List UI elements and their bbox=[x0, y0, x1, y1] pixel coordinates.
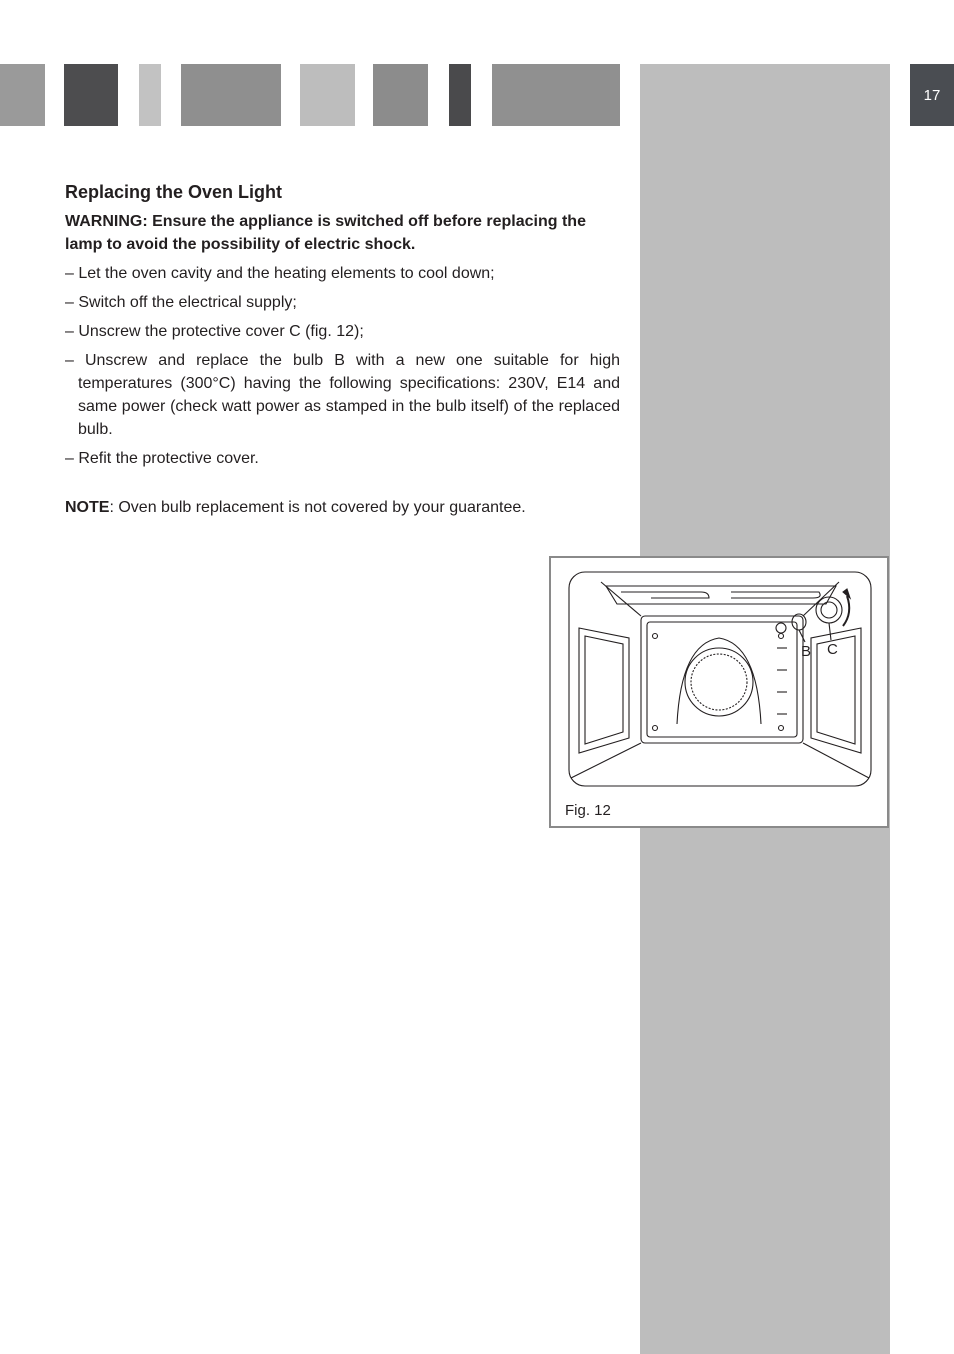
warning-text: WARNING: Ensure the appliance is switched off before replacing the lamp to avoid the possibility of electric shock. bbox=[65, 213, 586, 253]
header-band-8 bbox=[492, 64, 620, 126]
side-panel-left bbox=[579, 628, 629, 753]
grill-element bbox=[606, 586, 836, 604]
fan-surround bbox=[677, 638, 761, 724]
step-item: – Let the oven cavity and the heating elements to cool down; bbox=[65, 265, 495, 282]
oven-cavity-illustration bbox=[551, 558, 887, 798]
step-item: – Unscrew the protective cover C (fig. 12); bbox=[65, 323, 364, 340]
header-band-2 bbox=[64, 64, 118, 126]
protective-cover-c bbox=[816, 597, 842, 623]
page-number-text: 17 bbox=[923, 86, 941, 104]
steps-list bbox=[65, 262, 620, 470]
lamp-socket bbox=[776, 623, 786, 633]
rotation-arrow bbox=[843, 596, 849, 626]
figure-12 bbox=[549, 556, 889, 828]
label-b: B bbox=[801, 643, 812, 660]
perspective-line bbox=[803, 743, 869, 778]
screw bbox=[779, 726, 784, 731]
section-title: Replacing the Oven Light bbox=[65, 182, 283, 202]
screw bbox=[653, 634, 658, 639]
back-wall-inner bbox=[647, 622, 797, 737]
protective-cover-c-inner bbox=[821, 602, 837, 618]
header-band-1 bbox=[0, 64, 45, 126]
step-item: – Refit the protective cover. bbox=[65, 450, 259, 467]
step-item: – Switch off the electrical supply; bbox=[65, 294, 297, 311]
side-panel-left-inner bbox=[585, 636, 623, 744]
screw bbox=[779, 634, 784, 639]
leader-line-c bbox=[829, 623, 831, 640]
main-content bbox=[65, 180, 620, 535]
note-text: : Oven bulb replacement is not covered by your guarantee. bbox=[109, 499, 526, 516]
note-label: NOTE bbox=[65, 499, 110, 516]
page-number bbox=[910, 64, 954, 126]
header-band-3 bbox=[139, 64, 161, 126]
perspective-line bbox=[571, 743, 641, 778]
header-band-7 bbox=[449, 64, 471, 126]
step-item: – Unscrew and replace the bulb B with a new one suitable for high temperatures (300°C) having the following specifications: 230V, E14 and same power (check watt power as stamped in the bulb itself) of the replaced bulb. bbox=[65, 352, 620, 438]
grill-element-coil bbox=[621, 592, 820, 598]
header-band-4 bbox=[181, 64, 281, 126]
figure-caption: Fig. 12 bbox=[565, 802, 611, 819]
leader-line-b bbox=[799, 630, 805, 642]
header-band-5 bbox=[300, 64, 355, 126]
fan-grille bbox=[691, 654, 747, 710]
note-paragraph bbox=[65, 496, 620, 519]
fan-cover bbox=[685, 648, 753, 716]
label-c: C bbox=[827, 641, 838, 658]
header-band-6 bbox=[373, 64, 428, 126]
screw bbox=[653, 726, 658, 731]
